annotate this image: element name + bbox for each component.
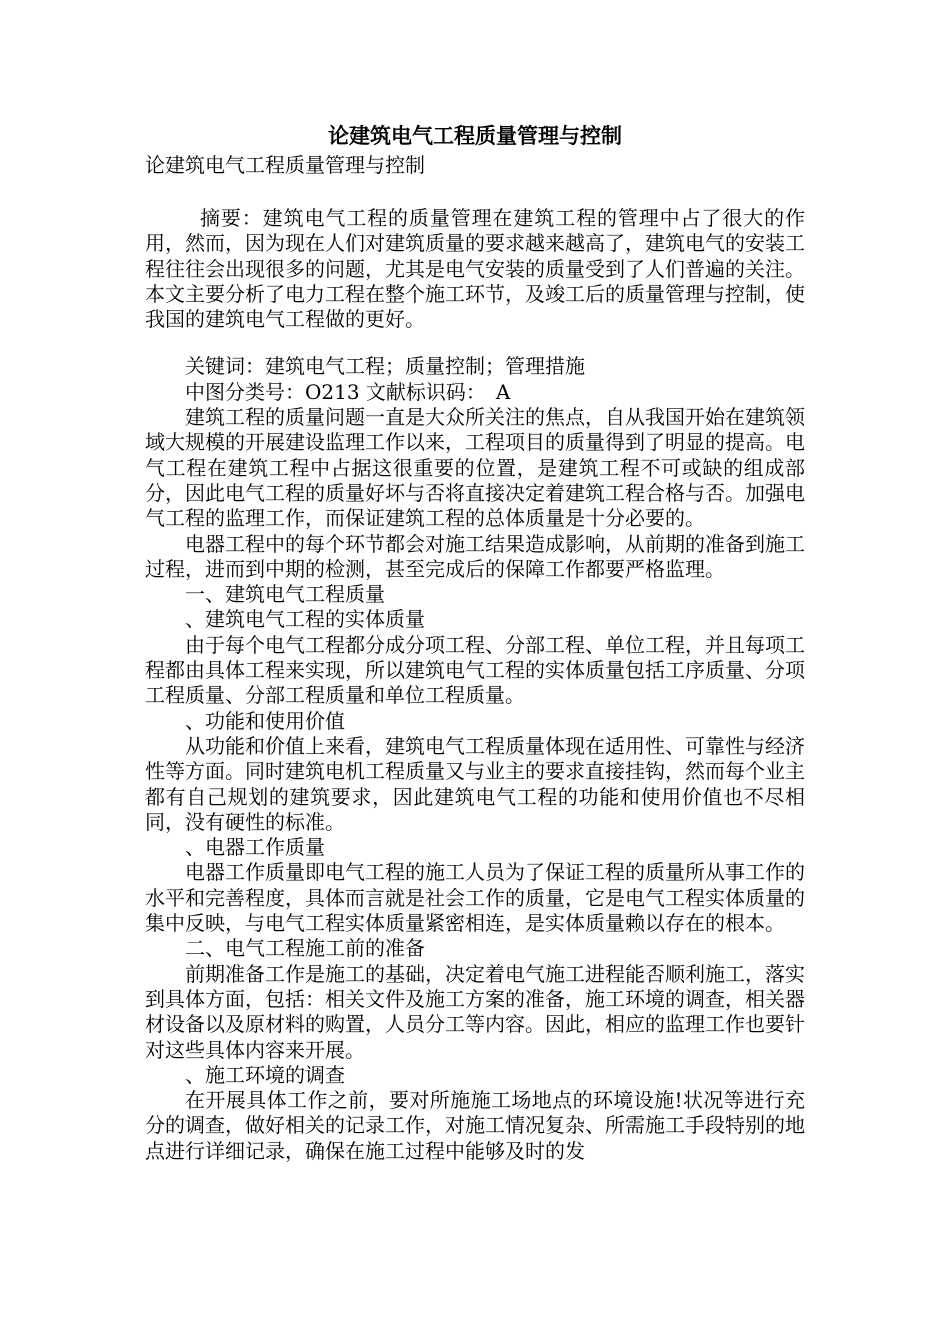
subsection-heading: 、建筑电气工程的实体质量 (185, 607, 425, 632)
body-paragraph: 电器工程中的每个环节都会对施工结果造成影响，从前期的准备到施工过程，进而到中期的检测，甚至完成后的保障工作都要严格监理。 (145, 531, 805, 581)
document-subtitle: 论建筑电气工程质量管理与控制 (145, 153, 425, 177)
classification-line: 中图分类号：O213 文献标识码： A (185, 379, 511, 404)
document-body (145, 120, 805, 1164)
body-paragraph: 建筑工程的质量问题一直是大众所关注的焦点，自从我国开始在建筑领域大规模的开展建设监理工作以来，工程项目的质量得到了明显的提高。电气工程在建筑工程中占据这很重要的位置，是建筑工程不可或缺的组成部分，因此电气工程的质量好坏与否将直接决定着建筑工程合格与否。加强电气工程的监理工作，而保证建筑工程的总体质量是十分必要的。 (145, 405, 805, 531)
document-title: 论建筑电气工程质量管理与控制 (328, 123, 622, 148)
body-paragraph: 由于每个电气工程都分成分项工程、分部工程、单位工程，并且每项工程都由具体工程来实现，所以建筑电气工程的实体质量包括工序质量、分项工程质量、分部工程质量和单位工程质量。 (145, 632, 805, 708)
keywords-line: 关键词：建筑电气工程；质量控制；管理措施 (185, 354, 585, 379)
abstract-paragraph: 摘要：建筑电气工程的质量管理在建筑工程的管理中占了很大的作用，然而，因为现在人们对建筑质量的要求越来越高了，建筑电气的安装工程往往会出现很多的问题，尤其是电气安装的质量受到了人们普遍的关注。本文主要分析了电力工程在整个施工环节，及竣工后的质量管理与控制，使我国的建筑电气工程做的更好。 (145, 206, 805, 332)
body-paragraph: 从功能和价值上来看，建筑电气工程质量体现在适用性、可靠性与经济性等方面。同时建筑电机工程质量又与业主的要求直接挂钩，然而每个业主都有自己规划的建筑要求，因此建筑电气工程的功能和使用价值也不尽相同，没有硬性的标准。 (145, 733, 805, 834)
section-heading: 二、电气工程施工前的准备 (185, 936, 425, 961)
subsection-heading: 、功能和使用价值 (185, 708, 345, 733)
subsection-heading: 、电器工作质量 (185, 835, 325, 860)
spacer (145, 178, 805, 206)
body-paragraph: 前期准备工作是施工的基础，决定着电气施工进程能否顺利施工，落实到具体方面，包括：相关文件及施工方案的准备，施工环境的调查，相关器材设备以及原材料的购置，人员分工等内容。因此，相应的监理工作也要针对这些具体内容来开展。 (145, 961, 805, 1062)
body-paragraph: 电器工作质量即电气工程的施工人员为了保证工程的质量所从事工作的水平和完善程度，具体而言就是社会工作的质量，它是电气工程实体质量的集中反映，与电气工程实体质量紧密相连，是实体质量赖以存在的根本。 (145, 860, 805, 936)
subsection-heading: 、施工环境的调查 (185, 1062, 345, 1087)
spacer (145, 332, 805, 354)
body-paragraph: 在开展具体工作之前，要对所施施工场地点的环境设施!状况等进行充分的调查，做好相关的记录工作，对施工情况复杂、所需施工手段特别的地点进行详细记录，确保在施工过程中能够及时的发 (145, 1088, 805, 1163)
section-heading: 一、建筑电气工程质量 (185, 582, 385, 607)
